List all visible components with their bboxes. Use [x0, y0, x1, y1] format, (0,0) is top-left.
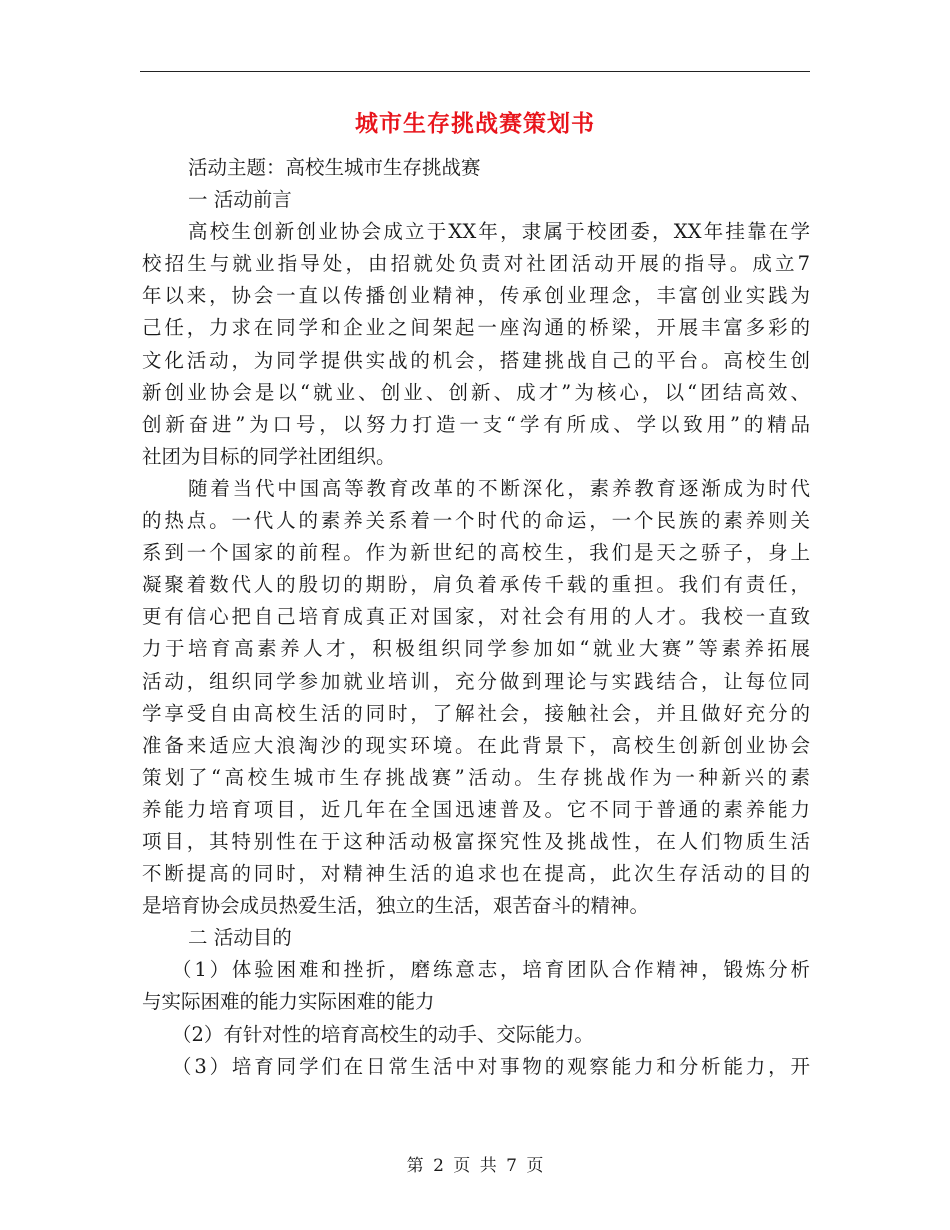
text-line: 与实际困难的能力实际困难的能力 — [142, 990, 435, 1014]
text-line: 系到一个国家的前程。作为新世纪的高校生，我们是天之骄子，身上 — [142, 541, 810, 565]
document-title: 城市生存挑战赛策划书 — [355, 110, 595, 137]
text-line: 新创业协会是以“就业、创业、创新、成才”为核心，以“团结高效、 — [142, 380, 810, 404]
text-line: 凝聚着数代人的殷切的期盼，肩负着承传千载的重担。我们有责任， — [142, 573, 810, 597]
text-line: 力于培育高素养人才，积极组织同学参加如“就业大赛”等素养拓展 — [142, 637, 810, 661]
text-line: 活动主题：高校生城市生存挑战赛 — [188, 156, 481, 179]
document-body — [142, 152, 810, 1083]
text-line: 不断提高的同时，对精神生活的追求也在提高，此次生存活动的目的 — [142, 862, 810, 886]
text-line: 养能力培育项目，近几年在全国迅速普及。它不同于普通的素养能力 — [142, 797, 810, 821]
text-line: 文化活动，为同学提供实战的机会，搭建挑战自己的平台。高校生创 — [142, 348, 810, 372]
text-line: 活动，组织同学参加就业培训，充分做到理论与实践结合，让每位同 — [142, 669, 810, 693]
list-item: （3）培育同学们在日常生活中对事物的观察能力和分析能力，开 — [172, 1054, 810, 1078]
text-line: 策划了“高校生城市生存挑战赛”活动。生存挑战作为一种新兴的素 — [142, 765, 810, 789]
text-line: 随着当代中国高等教育改革的不断深化，素养教育逐渐成为时代 — [188, 476, 810, 500]
text-line: 社团为目标的同学社团组织。 — [142, 444, 396, 468]
text-line: 更有信心把自己培育成真正对国家，对社会有用的人才。我校一直致 — [142, 605, 810, 629]
header-rule — [140, 71, 810, 72]
text-line: 是培育协会成员热爱生活，独立的生活，艰苦奋斗的精神。 — [142, 894, 650, 918]
text-line: 校招生与就业指导处，由招就处负责对社团活动开展的指导。成立7 — [142, 252, 810, 276]
page-number: 第 2 页 共 7 页 — [406, 1156, 544, 1176]
text-line: 项目，其特别性在于这种活动极富探究性及挑战性，在人们物质生活 — [142, 829, 810, 853]
text-line: 己任，力求在同学和企业之间架起一座沟通的桥梁，开展丰富多彩的 — [142, 316, 810, 340]
text-line: 创新奋进”为口号，以努力打造一支“学有所成、学以致用”的精品 — [142, 412, 810, 436]
text-line: 的热点。一代人的素养关系着一个时代的命运，一个民族的素养则关 — [142, 509, 810, 533]
list-item: （2）有针对性的培育高校生的动手、交际能力。 — [172, 1022, 594, 1046]
text-line: 高校生创新创业协会成立于XX年，隶属于校团委，XX年挂靠在学 — [188, 220, 810, 244]
section-heading: 二 活动目的 — [188, 926, 292, 950]
section-heading: 一 活动前言 — [188, 188, 292, 212]
text-line: 准备来适应大浪淘沙的现实环境。在此背景下，高校生创新创业协会 — [142, 733, 810, 757]
text-line: 年以来，协会一直以传播创业精神，传承创业理念，丰富创业实践为 — [142, 284, 810, 308]
text-line: 学享受自由高校生活的同时，了解社会，接触社会，并且做好充分的 — [142, 701, 810, 725]
list-item: （1）体验困难和挫折，磨练意志，培育团队合作精神，锻炼分析 — [172, 958, 810, 982]
